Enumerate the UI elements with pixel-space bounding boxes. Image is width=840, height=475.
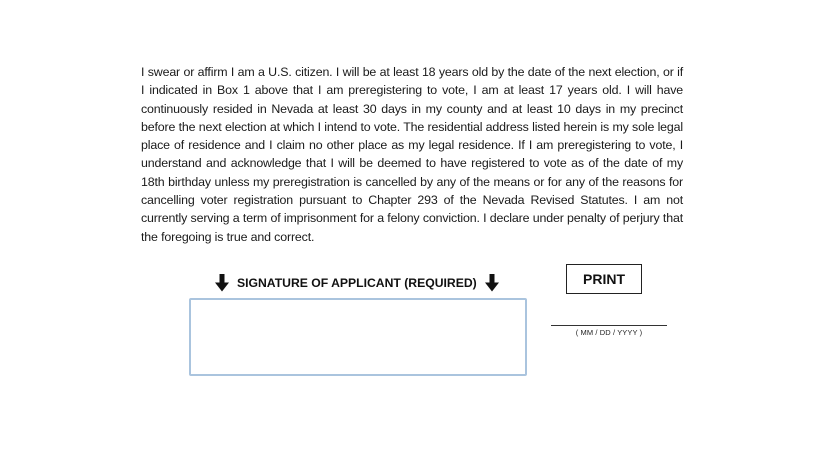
date-underline — [551, 325, 667, 326]
arrow-down-icon — [484, 274, 500, 292]
date-format-hint: ( MM / DD / YYYY ) — [575, 328, 643, 337]
signature-label-row — [214, 272, 500, 294]
arrow-down-icon — [214, 274, 230, 292]
signature-label: SIGNATURE OF APPLICANT (REQUIRED) — [237, 276, 477, 290]
oath-statement: I swear or affirm I am a U.S. citizen. I will be at least 18 years old by the date of the next election, or if I indicated in Box 1 above that I am preregistering to vote, I am at least 17 years old. I will have continuously resided in Nevada at least 30 days in my county and at least 10 days in my precinct before the next election at which I intend to vote. The residential address listed herein is my sole legal place of residence and I claim no other place as my legal residence. If I am preregistering to vote, I understand and acknowledge that I will be deemed to have registered to vote as of the date of my 18th birthday unless my preregistration is cancelled by any of the means or for any of the reasons for cancelling voter registration pursuant to Chapter 293 of the Nevada Revised Statutes. I am not currently serving a term of imprisonment for a felony conviction. I declare under penalty of perjury that the foregoing is true and correct. — [141, 65, 683, 244]
signature-field[interactable] — [189, 298, 527, 376]
date-field[interactable] — [551, 300, 671, 326]
print-button[interactable]: PRINT — [566, 264, 642, 294]
